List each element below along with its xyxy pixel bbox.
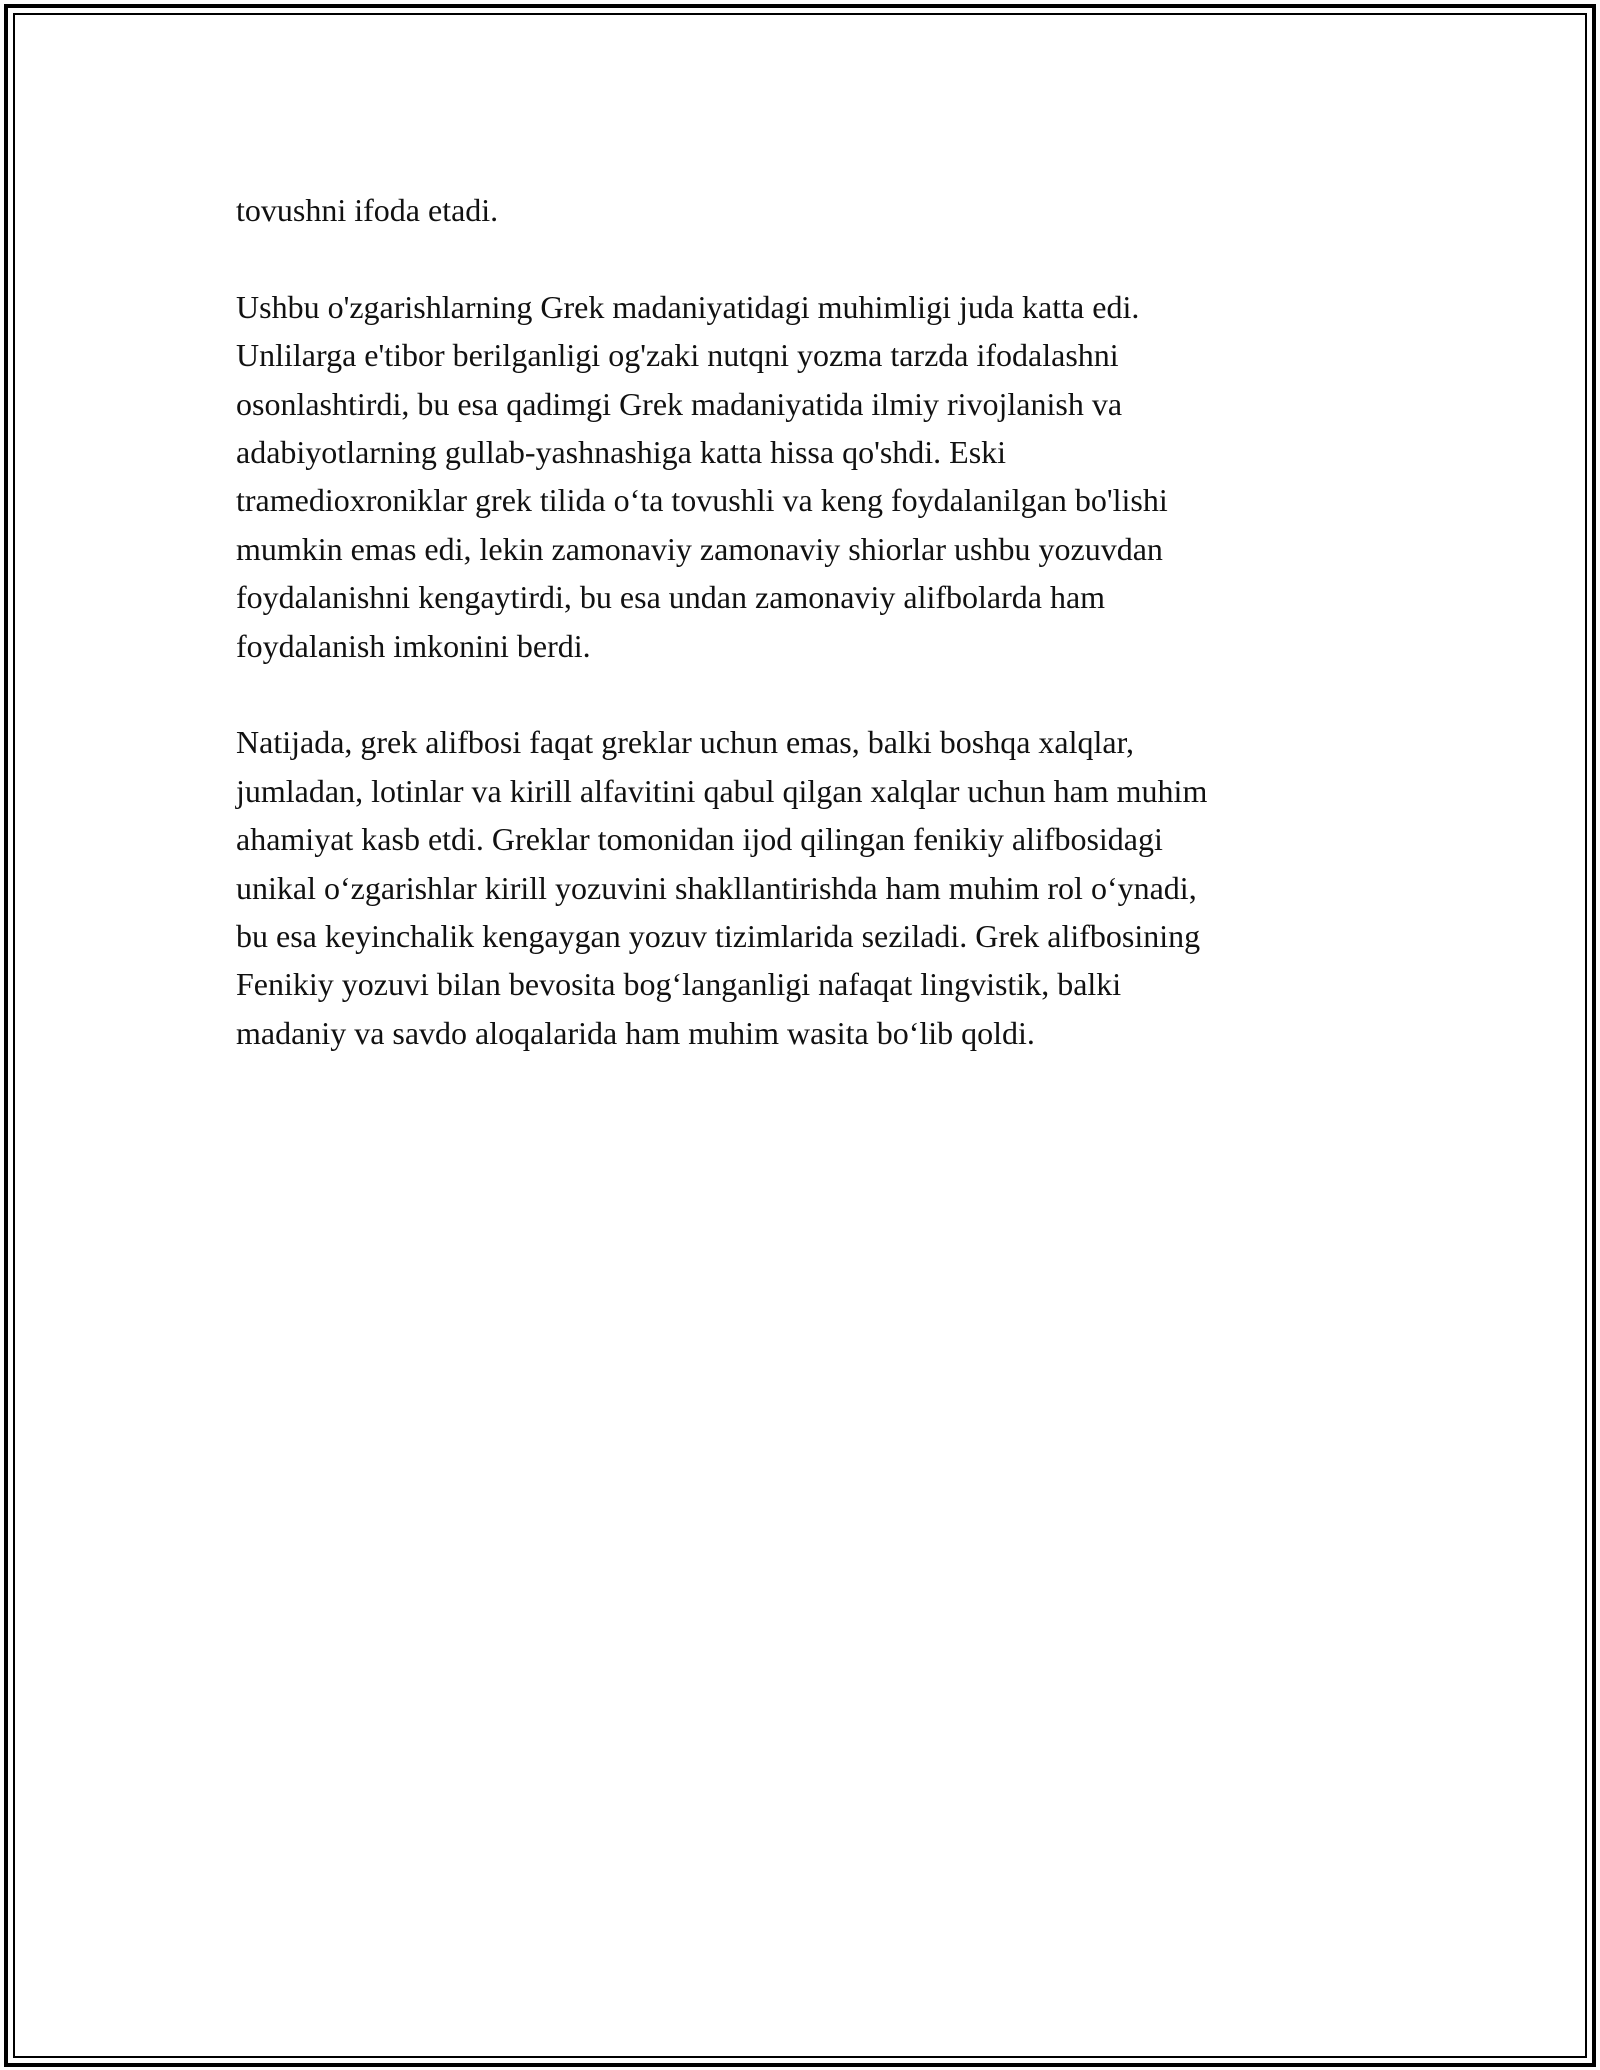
text-line: unikal o‘zgarishlar kirill yozuvini shakllantirishda ham muhim rol o‘ynadi, bbox=[236, 869, 1197, 906]
text-line: mumkin emas edi, lekin zamonaviy zamonaviy shiorlar ushbu yozuvdan bbox=[236, 530, 1163, 567]
text-line: Ushbu o'zgarishlarning Grek madaniyatidagi muhimligi juda katta edi. bbox=[236, 288, 1140, 325]
document-body bbox=[236, 186, 1366, 1106]
text-line: ahamiyat kasb etdi. Greklar tomonidan ijod qilingan fenikiy alifbosidagi bbox=[236, 821, 1163, 858]
text-line: madaniy va savdo aloqalarida ham muhim wasita bo‘lib qoldi. bbox=[236, 1014, 1035, 1051]
text-line: Natijada, grek alifbosi faqat greklar uchun emas, balki boshqa xalqlar, bbox=[236, 724, 1134, 761]
text-line: adabiyotlarning gullab-yashnashiga katta hissa qo'shdi. Eski bbox=[236, 434, 1007, 471]
paragraph-3 bbox=[236, 718, 1366, 1057]
text-line: foydalanish imkonini berdi. bbox=[236, 627, 591, 664]
text-line: bu esa keyinchalik kengaygan yozuv tizimlarida seziladi. Grek alifbosining bbox=[236, 918, 1201, 955]
text-line: tovushni ifoda etadi. bbox=[236, 192, 499, 228]
text-line: tramedioxroniklar grek tilida o‘ta tovushli va keng foydalanilgan bo'lishi bbox=[236, 482, 1168, 519]
paragraph-2 bbox=[236, 283, 1366, 670]
paragraph-1 bbox=[236, 186, 1366, 234]
text-line: foydalanishni kengaytirdi, bu esa undan zamonaviy alifbolarda ham bbox=[236, 579, 1106, 616]
text-line: Fenikiy yozuvi bilan bevosita bog‘langanligi nafaqat lingvistik, balki bbox=[236, 966, 1122, 1003]
text-line: osonlashtirdi, bu esa qadimgi Grek madaniyatida ilmiy rivojlanish va bbox=[236, 385, 1123, 422]
text-line: jumladan, lotinlar va kirill alfavitini qabul qilgan xalqlar uchun ham muhim bbox=[236, 772, 1208, 809]
text-line: Unlilarga e'tibor berilganligi og'zaki nutqni yozma tarzda ifodalashni bbox=[236, 337, 1119, 374]
